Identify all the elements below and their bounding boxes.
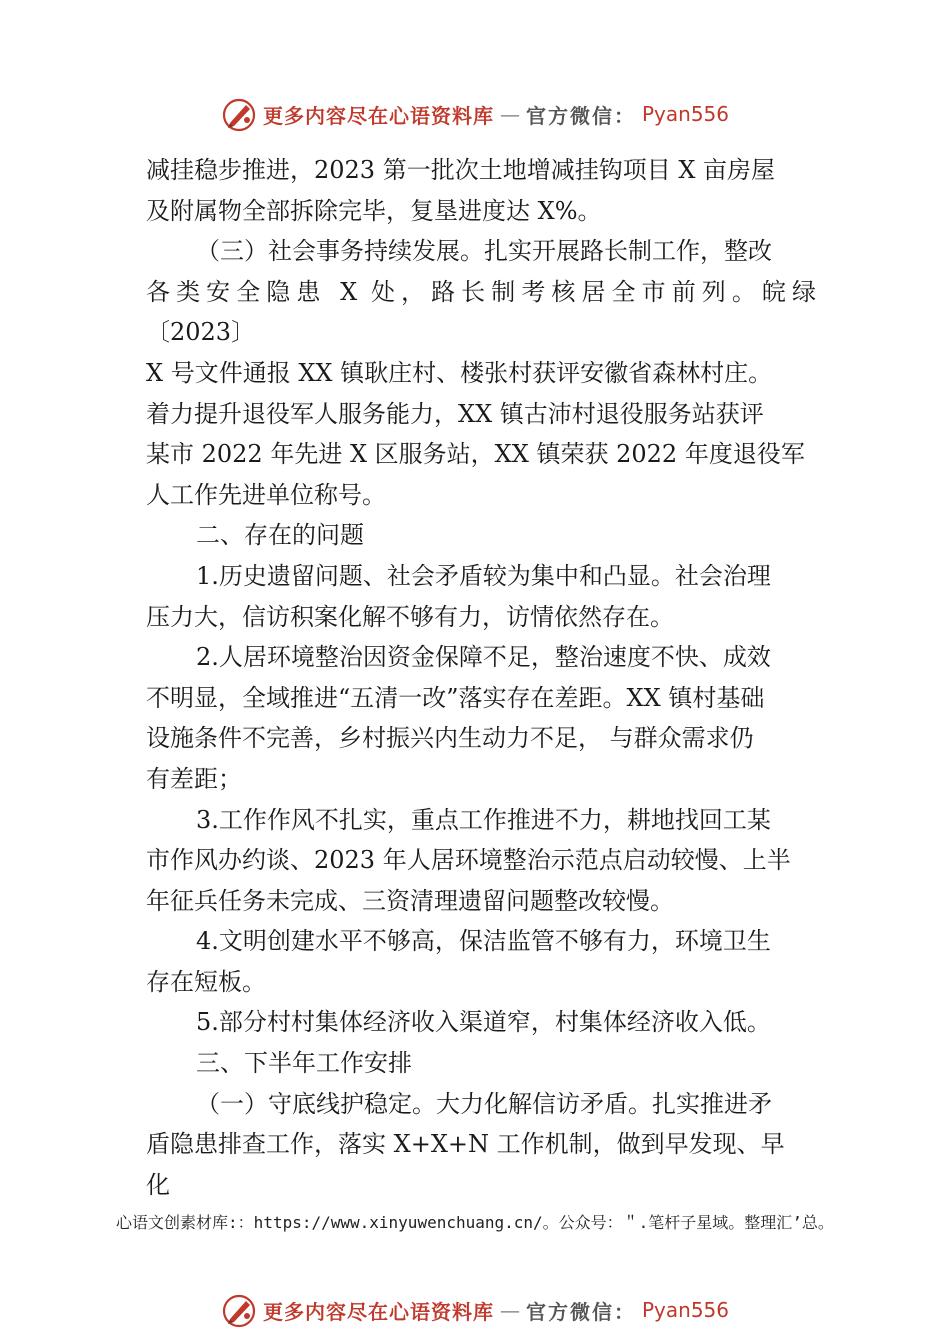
text-line: （三）社会事务持续发展。扎实开展路长制工作，整改 [196,237,772,266]
text-line: 〔2023〕 [146,318,256,347]
text-line: 化 [146,1170,170,1199]
text-line: 不明显，全域推进“五清一改”落实存在差距。XX 镇村基础 [146,683,765,712]
text-line: 减挂稳步推进，2023 第一批次土地增减挂钩项目 X 亩房屋 [146,156,776,184]
text-line: 1.历史遗留问题、社会矛盾较为集中和凸显。社会治理 [196,561,771,590]
banner-wechat-label: 官方微信： [525,103,636,128]
footer-banner [0,1290,950,1330]
text-line: 有差距； [146,764,242,793]
text-line: 二、存在的问题 [196,521,364,550]
banner-wechat-label: 官方微信： [525,1299,636,1324]
banner-wechat-id: Pyan556 [641,1298,729,1322]
banner-separator: — [499,1298,520,1322]
text-line: 存在短板。 [146,967,266,996]
text-line: 人工作先进单位称号。 [146,480,386,509]
text-line: （一）守底线护稳定。大力化解信访矛盾。扎实推进矛 [196,1089,772,1118]
text-line: 3.工作作风不扎实，重点工作推进不力，耕地找回工某 [196,805,771,834]
text-line: 5.部分村村集体经济收入渠道窄，村集体经济收入低。 [196,1008,771,1037]
text-line: 压力大，信访积案化解不够有力，访情依然存在。 [146,602,674,631]
pen-logo-icon [221,96,257,132]
banner-separator: — [499,102,520,126]
document-body [146,150,816,1205]
text-line: 2.人居环境整治因资金保障不足，整治速度不快、成效 [196,643,771,672]
text-line: 4.文明创建水平不够高，保洁监管不够有力，环境卫生 [196,927,771,956]
banner-site-name: 更多内容尽在心语资料库 [262,1299,494,1324]
text-line: 年征兵任务未完成、三资清理遗留问题整改较慢。 [146,886,674,915]
text-line: 盾隐患排查工作，落实 X+X+N 工作机制，做到早发现、早 [146,1130,785,1159]
text-line: 三、下半年工作安排 [196,1049,412,1078]
text-line: 各类安全隐患 X 处，路长制考核居全市前列。皖绿 [146,277,816,306]
text-line: X 号文件通报 XX 镇耿庄村、楼张村获评安徽省森林村庄。 [146,358,773,387]
text-line: 设施条件不完善，乡村振兴内生动力不足， 与群众需求仍 [146,724,754,753]
footer-source-note: 心语文创素材库:：https://www.xinyuwenchuang.cn/。公众号：＂.笔杆子星域。整理汇’总。 [116,1213,834,1232]
text-line: 某市 2022 年先进 X 区服务站，XX 镇荣获 2022 年度退役军 [146,440,805,469]
banner-site-name: 更多内容尽在心语资料库 [262,103,494,128]
text-line: 着力提升退役军人服务能力，XX 镇古沛村退役服务站获评 [146,399,764,428]
header-banner [0,94,950,134]
banner-wechat-id: Pyan556 [641,102,729,126]
text-line: 市作风办约谈、2023 年人居环境整治示范点启动较慢、上半 [146,846,791,875]
text-line: 及附属物全部拆除完毕，复垦进度达 X%。 [146,196,602,225]
pen-logo-icon [221,1292,257,1328]
